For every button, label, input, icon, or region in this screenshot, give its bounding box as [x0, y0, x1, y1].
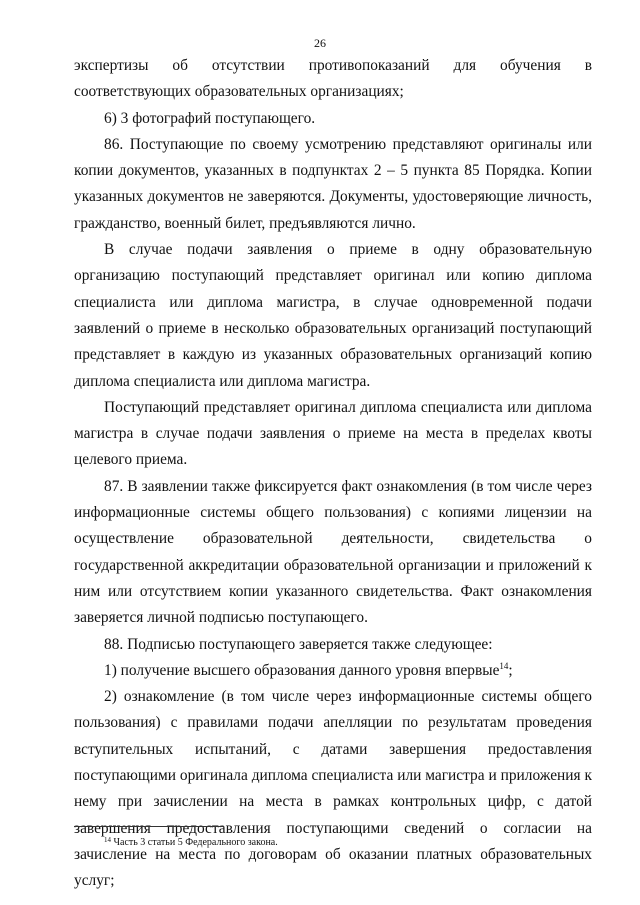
page-number: 26 [314, 36, 326, 50]
paragraph-target-quota: Поступающий представляет оригинал диплома специалиста или диплома магистра в случае подачи заявления о приеме на места в пределах квоты целевого приема. [74, 398, 592, 469]
paragraph-item-6: 6) 3 фотографий поступающего. [104, 109, 316, 127]
footnote-text: Часть 3 статьи 5 Федерального закона. [111, 837, 278, 848]
footnote-separator [74, 826, 224, 827]
paragraph-87: 87. В заявлении также фиксируется факт ознакомления (в том числе через информационные системы общего пользования) с копиями лицензии на осуществление образовательной деятельности, свидетельства о государственной аккредитации образовательной организации и приложений к ним или отсутствием копии указанного свидетельства. Факт ознакомления заверяется личной подписью поступающего. [74, 477, 592, 627]
footnote-reference[interactable]: 14 [499, 660, 509, 671]
paragraph-single-application: В случае подачи заявления о приеме в одну образовательную организацию поступающий представляет оригинал или копию диплома специалиста или диплома магистра, в случае одновременной подачи заявлений о приеме в несколько образовательных организаций поступающий представляет в каждую из указанных образовательных организаций копию диплома специалиста или диплома магистра. [74, 241, 592, 390]
document-body [74, 53, 592, 895]
paragraph-88-item-2: 2) ознакомление (в том числе через информационные системы общего пользования) с правилами подачи апелляции по результатам проведения вступительных испытаний, с датами завершения предоставления поступающими оригинала диплома специалиста или магистра и приложения к нему при зачислении на места в рамках контрольных цифр, с датой завершения предоставления поступающими сведений о согласии на зачисление на места по договорам об оказании платных образовательных услуг; [74, 688, 592, 890]
item-1-text: 1) получение высшего образования данного уровня впервые [104, 661, 500, 679]
paragraph-88: 88. Подписью поступающего заверяется также следующее: [104, 635, 493, 653]
item-1-end: ; [508, 661, 513, 679]
paragraph-88-item-1 [74, 658, 592, 684]
paragraph-continuation: экспертизы об отсутствии противопоказаний для обучения в соответствующих образовательных организациях; [74, 57, 592, 101]
footnote-number: 14 [104, 836, 111, 844]
footnote [104, 836, 278, 849]
paragraph-86: 86. Поступающие по своему усмотрению представляют оригиналы или копии документов, указанных в подпунктах 2 – 5 пункта 85 Порядка. Копии указанных документов не заверяются. Документы, удостоверяющие личность, гражданство, военный билет, предъявляются лично. [74, 135, 592, 232]
